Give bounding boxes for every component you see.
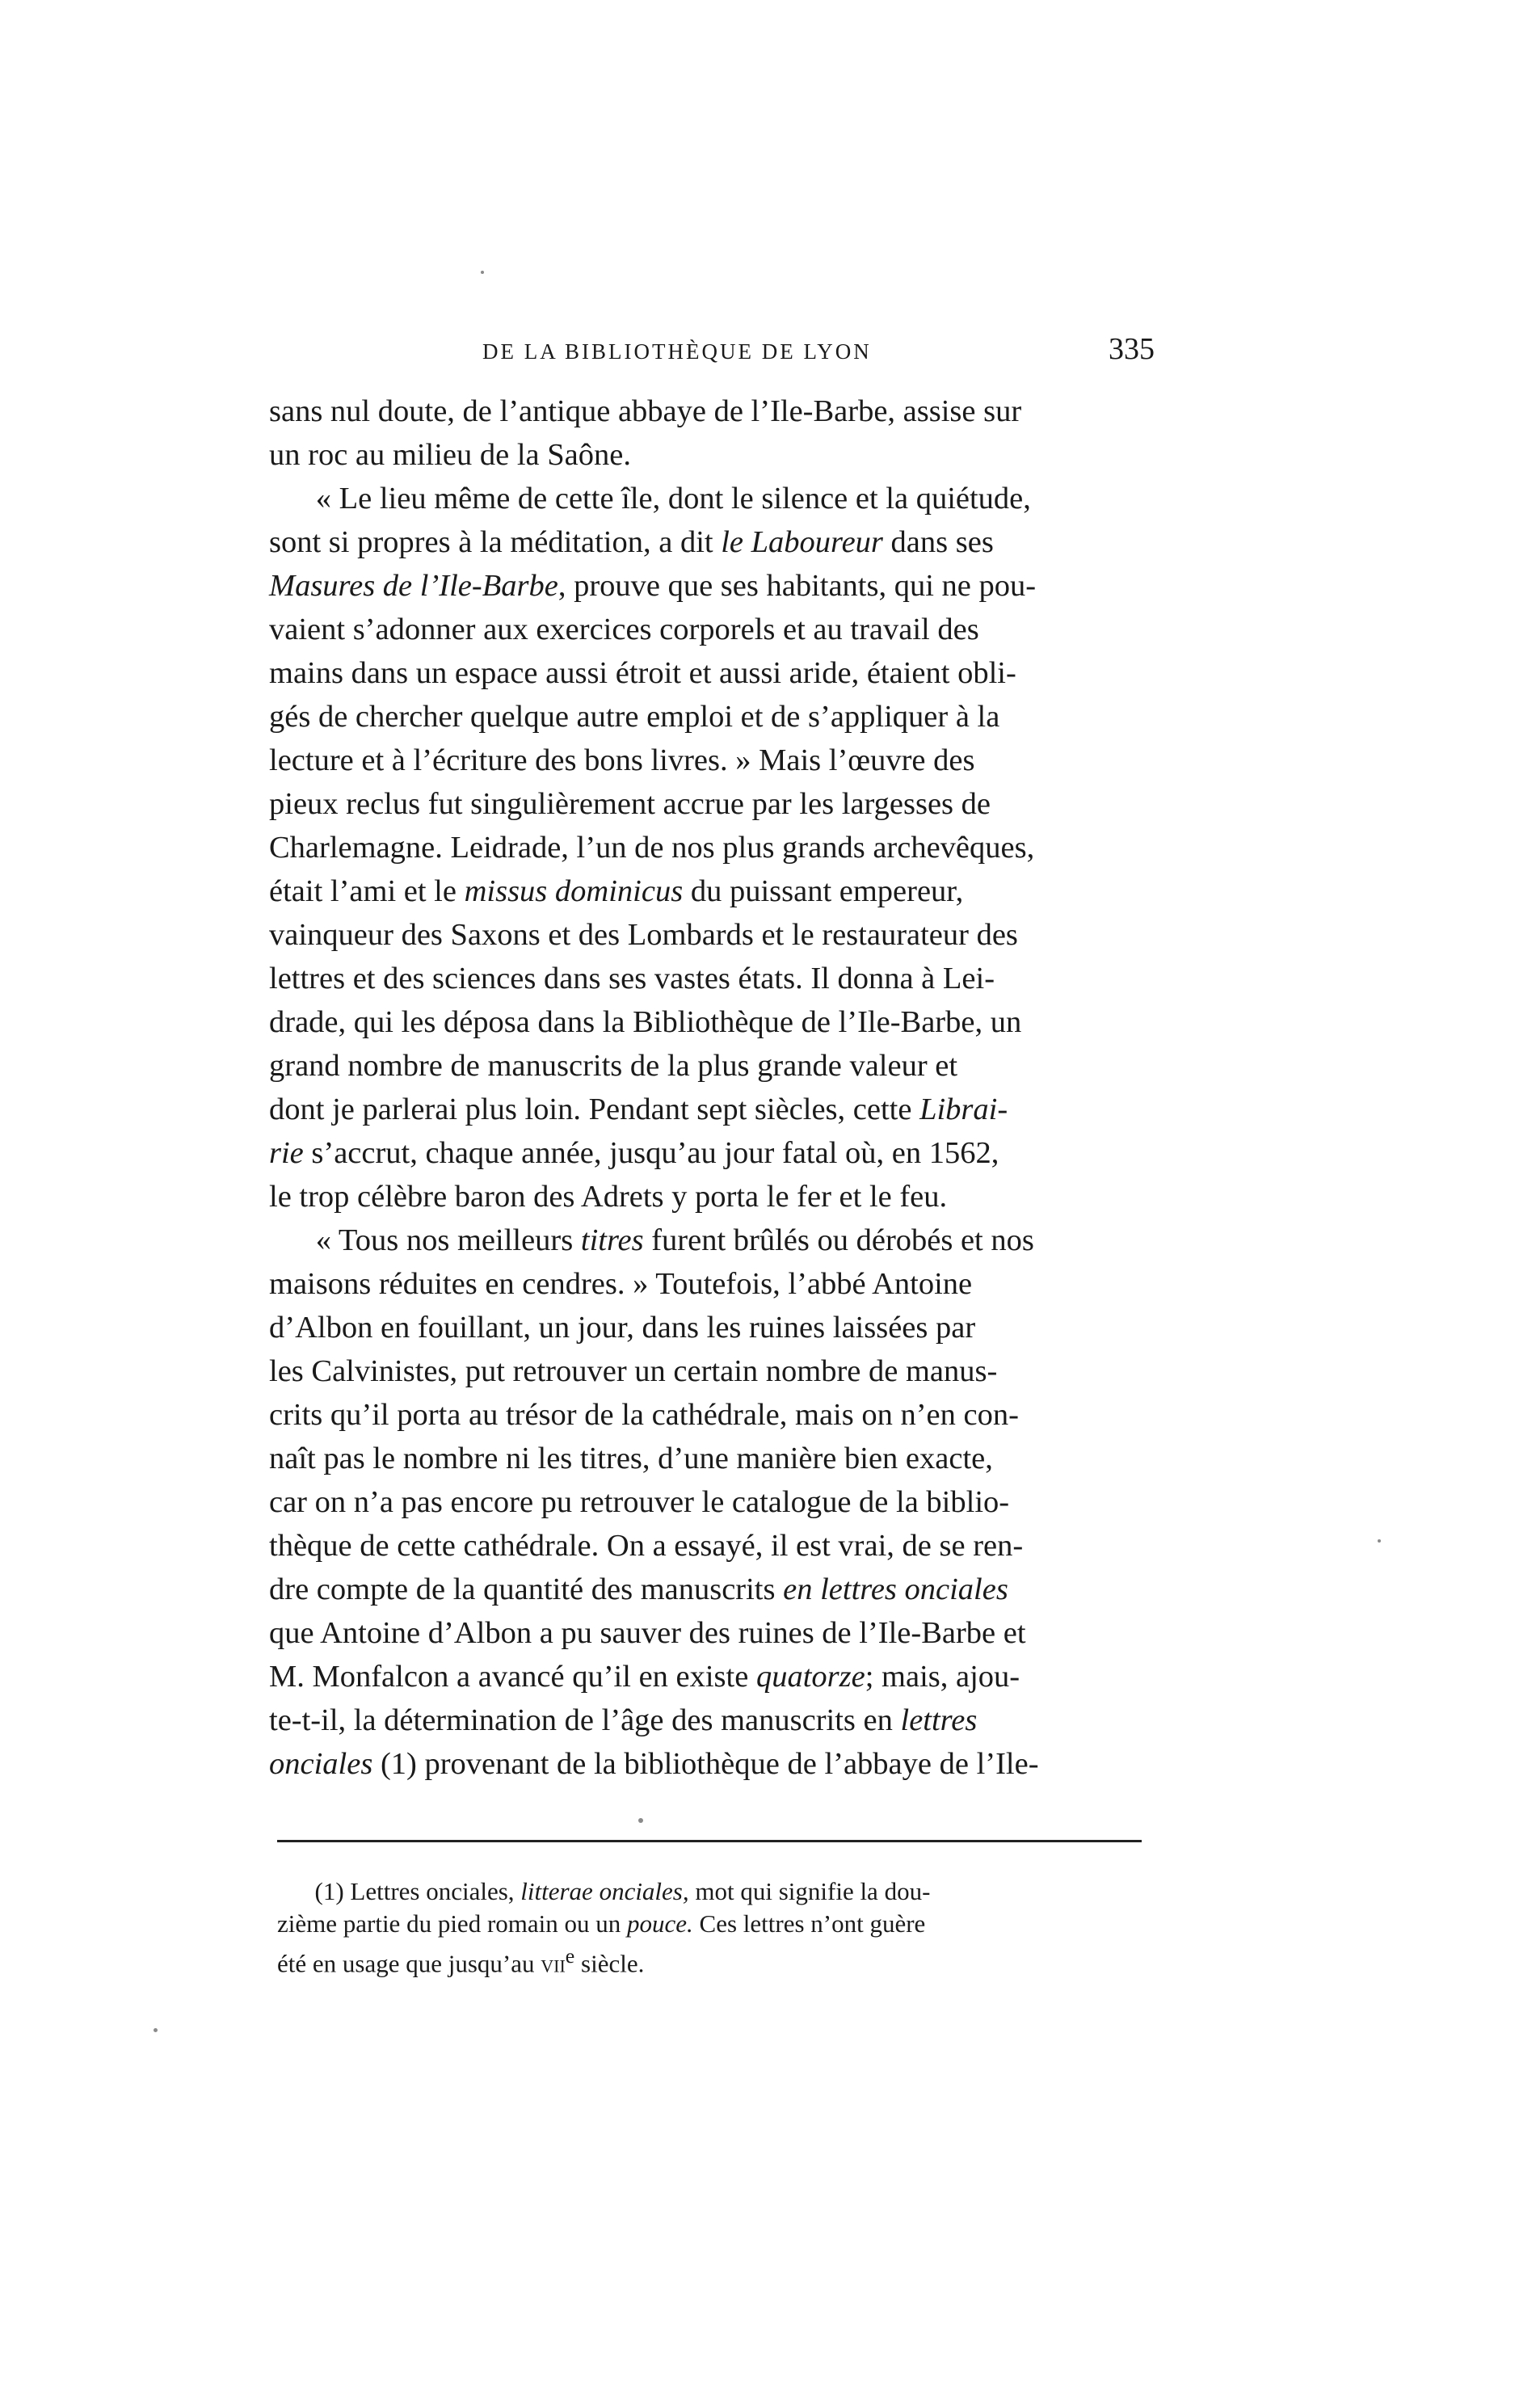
footnote-text: été en usage que jusqu’au — [277, 1949, 541, 1978]
text-line — [269, 1175, 1155, 1219]
line-text: lettres et des sciences dans ses vastes états. Il donna à Lei- — [269, 962, 995, 995]
italic-text: lettres — [900, 1703, 978, 1737]
line-text: « Le lieu même de cette île, dont le silence et la quiétude, — [269, 482, 1031, 516]
italic-text: onciales — [269, 1747, 373, 1781]
text-line — [269, 695, 1155, 739]
line-text: vaient s’adonner aux exercices corporels et au travail des — [269, 612, 979, 646]
italic-text: en lettres onciales — [783, 1572, 1008, 1606]
line-text: que Antoine d’Albon a pu sauver des ruines de l’Ile-Barbe et — [269, 1616, 1026, 1650]
line-text: le trop célèbre baron des Adrets y porta le fer et le feu. — [269, 1180, 948, 1214]
italic-text: rie — [269, 1136, 304, 1170]
page-number: 335 — [1109, 332, 1155, 366]
footnote-century-numeral: vii — [541, 1949, 566, 1978]
italic-text: Librai- — [919, 1092, 1008, 1126]
line-text: mains dans un espace aussi étroit et aussi aride, étaient obli- — [269, 656, 1016, 690]
italic-text: le Laboureur — [721, 525, 883, 559]
text-line — [269, 564, 1155, 608]
text-line — [269, 1611, 1155, 1655]
text-line — [269, 739, 1155, 782]
text-line — [269, 1306, 1155, 1349]
line-text: ; mais, ajou- — [865, 1660, 1020, 1694]
line-text: un roc au milieu de la Saône. — [269, 438, 631, 472]
line-text: M. Monfalcon a avancé qu’il en existe — [269, 1660, 756, 1694]
line-text: sans nul doute, de l’antique abbaye de l’Ile-Barbe, assise sur — [269, 394, 1022, 428]
line-text: pieux reclus fut singulièrement accrue par les largesses de — [269, 787, 991, 821]
line-text: était l’ami et le — [269, 874, 465, 908]
line-text: les Calvinistes, put retrouver un certain nombre de manus- — [269, 1354, 998, 1388]
footnote-line — [277, 1875, 1158, 1908]
text-line — [269, 389, 1155, 433]
text-line — [269, 433, 1155, 477]
running-head: DE LA BIBLIOTHÈQUE DE LYON — [482, 339, 872, 364]
text-line — [269, 1480, 1155, 1524]
line-text: (1) provenant de la bibliothèque de l’abbaye de l’Ile- — [372, 1747, 1039, 1781]
text-line — [269, 477, 1155, 520]
italic-text: quatorze — [755, 1660, 865, 1694]
footnote-text: Ces lettres n’ont guère — [692, 1909, 926, 1938]
line-text: « Tous nos meilleurs — [269, 1223, 581, 1257]
text-line — [269, 869, 1155, 913]
footnote-text: siècle. — [574, 1949, 645, 1978]
line-text: drade, qui les déposa dans la Bibliothèque de l’Ile-Barbe, un — [269, 1005, 1022, 1039]
text-line — [269, 520, 1155, 564]
text-line — [269, 1044, 1155, 1088]
scan-speck — [638, 1818, 643, 1823]
footnote-italic-text: pouce. — [627, 1909, 693, 1938]
line-text: car on n’a pas encore pu retrouver le catalogue de la biblio- — [269, 1485, 1010, 1519]
text-line — [269, 1655, 1155, 1698]
text-line — [269, 1219, 1155, 1262]
line-text: crits qu’il porta au trésor de la cathédrale, mais on n’en con- — [269, 1398, 1019, 1432]
text-line — [269, 1349, 1155, 1393]
footnote-text: (1) Lettres onciales, — [277, 1877, 521, 1905]
italic-text: Masures de l’Ile-Barbe — [269, 569, 558, 603]
main-text — [269, 389, 1155, 1786]
line-text: vainqueur des Saxons et des Lombards et le restaurateur des — [269, 918, 1018, 952]
footnote-text: mot qui signifie la dou- — [688, 1877, 931, 1905]
footnote — [277, 1875, 1158, 1978]
text-line — [269, 1437, 1155, 1480]
line-text: dans ses — [882, 525, 1002, 559]
scan-speck — [1378, 1539, 1381, 1543]
line-text: thèque de cette cathédrale. On a essayé, il est vrai, de se ren- — [269, 1529, 1024, 1563]
line-text: d’Albon en fouillant, un jour, dans les ruines laissées par — [269, 1311, 976, 1345]
line-text: dre compte de la quantité des manuscrits — [269, 1572, 784, 1606]
footnote-italic-text: litterae onciales, — [520, 1877, 689, 1905]
scan-speck — [481, 271, 484, 274]
text-line — [269, 1698, 1155, 1742]
line-text: te-t-il, la détermination de l’âge des manuscrits en — [269, 1703, 901, 1737]
footnote-text: zième partie du pied romain ou un — [277, 1909, 628, 1938]
text-line — [269, 1262, 1155, 1306]
scan-speck — [154, 2028, 158, 2032]
line-text: lecture et à l’écriture des bons livres. » Mais l’œuvre des — [269, 743, 975, 777]
footnote-rule — [277, 1840, 1142, 1842]
line-text: Charlemagne. Leidrade, l’un de nos plus grands archevêques, — [269, 831, 1035, 865]
line-text: du puissant empereur, — [683, 874, 964, 908]
footnote-line — [277, 1908, 1158, 1940]
text-line — [269, 957, 1155, 1000]
line-text: naît pas le nombre ni les titres, d’une manière bien exacte, — [269, 1442, 993, 1475]
text-line — [269, 826, 1155, 869]
line-text: furent brûlés ou dérobés et nos — [643, 1223, 1034, 1257]
line-text: gés de chercher quelque autre emploi et de s’appliquer à la — [269, 700, 1000, 734]
text-line — [269, 1524, 1155, 1568]
text-line — [269, 1131, 1155, 1175]
footnote-line — [277, 1940, 1158, 1978]
footnote-century-superscript: e — [565, 1944, 575, 1968]
text-line — [269, 782, 1155, 826]
page-header — [482, 331, 1155, 380]
line-text: maisons réduites en cendres. » Toutefois, l’abbé Antoine — [269, 1267, 973, 1301]
text-line — [269, 1393, 1155, 1437]
text-line — [269, 1088, 1155, 1131]
line-text: grand nombre de manuscrits de la plus grande valeur et — [269, 1049, 958, 1083]
italic-text: titres — [580, 1223, 644, 1257]
line-text: sont si propres à la méditation, a dit — [269, 525, 722, 559]
line-text: s’accrut, chaque année, jusqu’au jour fatal où, en 1562, — [303, 1136, 999, 1170]
text-line — [269, 1000, 1155, 1044]
line-text: dont je parlerai plus loin. Pendant sept siècles, cette — [269, 1092, 920, 1126]
line-text: , prouve que ses habitants, qui ne pou- — [558, 569, 1037, 603]
italic-text: missus dominicus — [464, 874, 684, 908]
text-line — [269, 913, 1155, 957]
text-line — [269, 651, 1155, 695]
text-line — [269, 1742, 1155, 1786]
text-line — [269, 608, 1155, 651]
text-line — [269, 1568, 1155, 1611]
